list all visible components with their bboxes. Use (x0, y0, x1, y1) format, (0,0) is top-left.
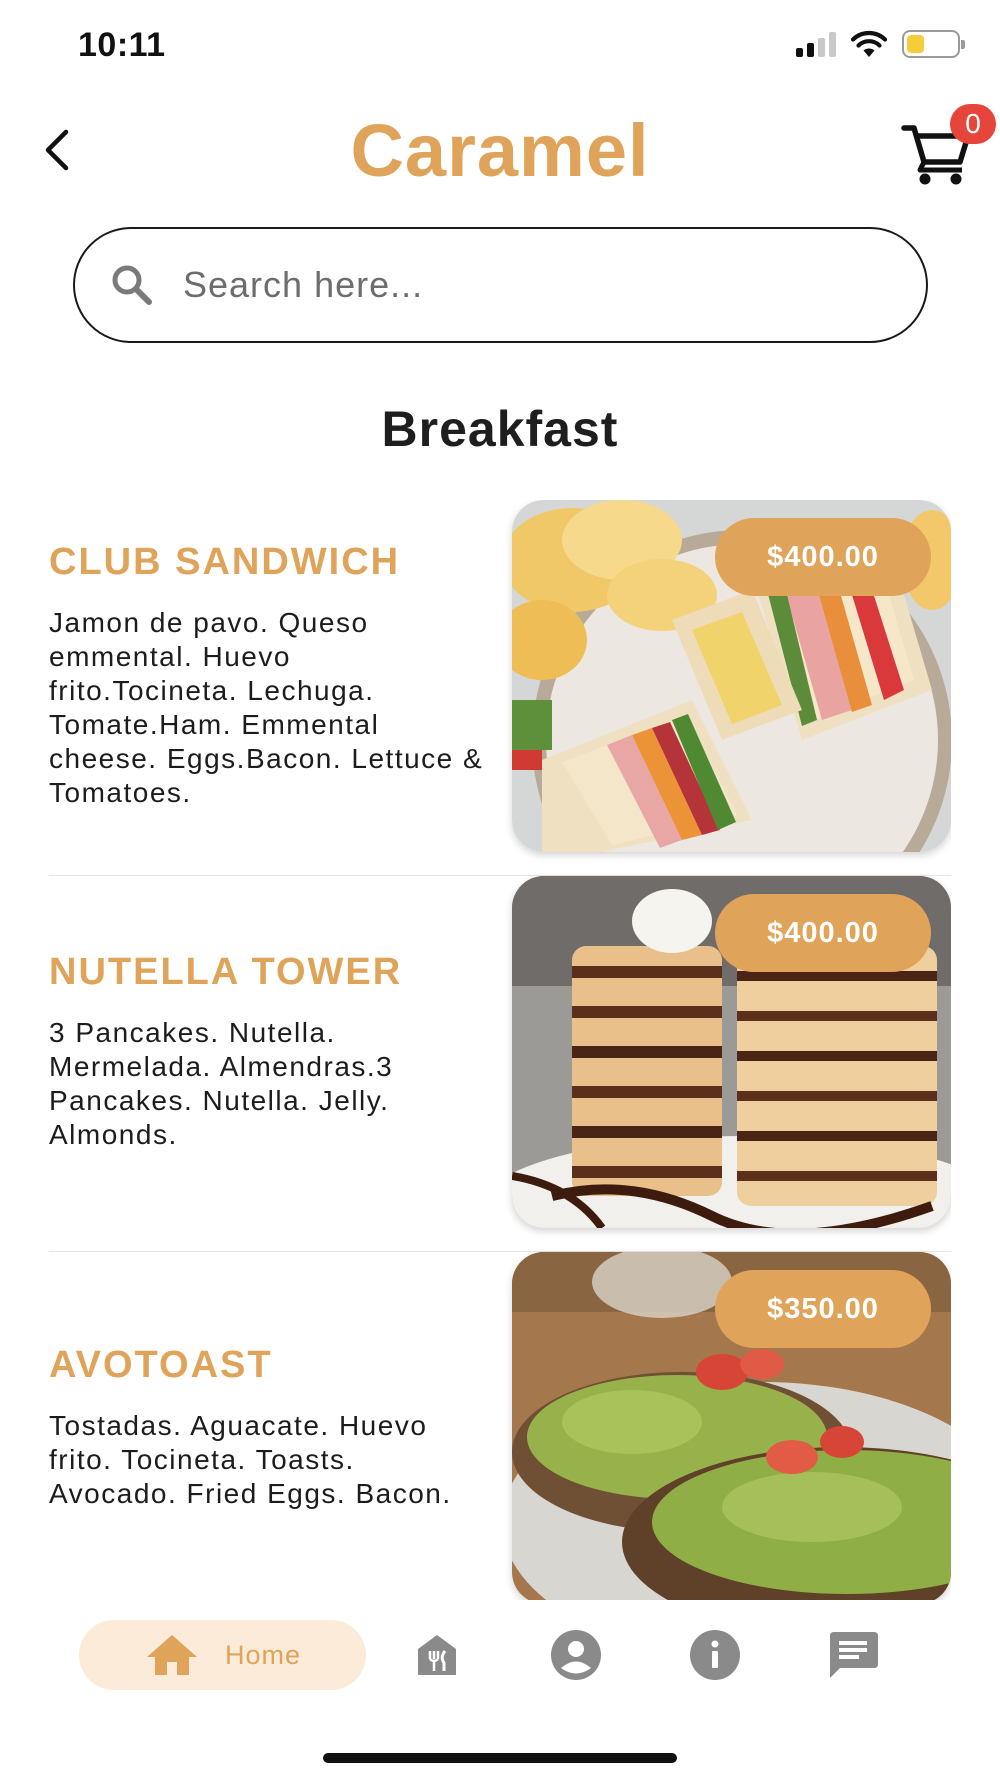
search-icon (109, 262, 155, 308)
menu-item-nutella-tower[interactable] (49, 876, 951, 1252)
cart-button[interactable] (900, 108, 981, 192)
avocado-toast-photo[interactable] (512, 1252, 951, 1600)
nav-home-tab[interactable] (79, 1620, 366, 1690)
wifi-icon (850, 30, 888, 58)
status-bar (0, 0, 1000, 96)
section-title: Breakfast (381, 401, 619, 457)
status-time: 10:11 (78, 26, 166, 64)
menu-item-text (49, 500, 489, 850)
status-icons (796, 30, 960, 58)
home-icon (145, 1633, 199, 1677)
nav-profile-tab[interactable] (549, 1628, 603, 1682)
search-input[interactable] (183, 264, 823, 306)
price-badge[interactable]: $350.00 (715, 1270, 931, 1348)
account-icon (550, 1629, 602, 1681)
bottom-navigation (0, 1600, 1000, 1710)
price-badge[interactable]: $400.00 (715, 894, 931, 972)
menu-item-name: NUTELLA TOWER (49, 950, 403, 993)
battery-level (907, 35, 924, 53)
menu-item-text (49, 876, 489, 1226)
nav-info-tab[interactable] (688, 1628, 742, 1682)
app-header (0, 100, 1000, 210)
cellular-signal-icon (796, 31, 836, 57)
menu-item-name: CLUB SANDWICH (49, 540, 401, 583)
menu-item-avotoast[interactable] (49, 1252, 951, 1600)
menu-item-name: AVOTOAST (49, 1343, 273, 1386)
info-icon (689, 1629, 741, 1681)
menu-item-description: Tostadas. Aguacate. Huevo frito. Tocineta. Toasts. Avocado. Fried Eggs. Bacon. (49, 1409, 452, 1509)
chat-icon (826, 1630, 880, 1680)
battery-icon (902, 30, 960, 58)
price-badge[interactable]: $400.00 (715, 518, 931, 596)
restaurant-menu-icon (414, 1633, 460, 1677)
nav-chat-tab[interactable] (826, 1628, 880, 1682)
nav-home-label: Home (225, 1639, 302, 1670)
cart-count-badge: 0 (950, 104, 996, 144)
home-indicator (323, 1753, 677, 1763)
menu-item-description: 3 Pancakes. Nutella. Mermelada. Almendras.3 Pancakes. Nutella. Jelly. Almonds. (49, 1016, 394, 1150)
app-title: Caramel (350, 109, 650, 192)
menu-item-text (49, 1252, 489, 1600)
nutella-pancakes-photo[interactable] (512, 876, 951, 1228)
menu-item-description: Jamon de pavo. Queso emmental. Huevo frito.Tocineta. Lechuga. Tomate.Ham. Emmental cheese. Eggs.Bacon. Lettuce & Tomatoes. (49, 606, 484, 808)
menu-list[interactable] (49, 500, 951, 1600)
club-sandwich-photo[interactable] (512, 500, 951, 852)
search-bar[interactable] (73, 227, 928, 343)
nav-restaurant-tab[interactable] (410, 1628, 464, 1682)
menu-item-club-sandwich[interactable] (49, 500, 951, 876)
